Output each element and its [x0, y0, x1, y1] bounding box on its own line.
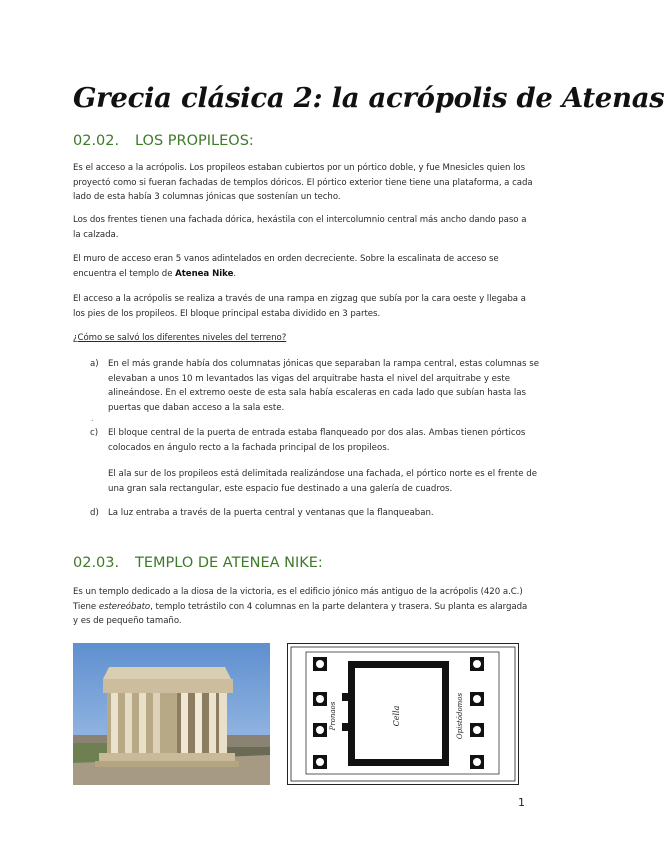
section-number: 02.02.: [73, 133, 120, 149]
stray-dot: .: [91, 414, 94, 423]
paragraph: Es un templo dedicado a la diosa de la victoria, es el edificio jónico más antiguo de la acrópolis (420 a.C.) Tiene estereóbato, templo tetrástilo con 4 columnas en la parte delantera y trasera. Su planta es alargada y es de pequeño tamaño.: [73, 587, 528, 626]
list-text: El ala sur de los propileos está delimitada realizándose una fachada, el pórtico norte es el frente de una gran sala rectangular, este espacio fue destinado a una galería de cuadros.: [108, 469, 538, 494]
temple-floor-plan: [287, 643, 519, 785]
list-text: La luz entraba a través de la puerta central y ventanas que la flanqueaban.: [108, 508, 434, 518]
paragraph: El acceso a la acrópolis se realiza a través de una rampa en zigzag que subía por la cara oeste y llegaba a los pies de los propileos. El bloque principal estaba dividido en 3 partes.: [73, 294, 526, 319]
italic-term: estereóbato: [98, 601, 151, 612]
plan-label-cella: Cella: [392, 705, 401, 727]
list-item: [90, 467, 540, 496]
temple-photo: [73, 643, 270, 785]
list-marker: a): [90, 359, 99, 369]
section-title: LOS PROPILEOS:: [135, 133, 254, 149]
list-marker: d): [90, 508, 99, 518]
list-item: [90, 506, 540, 521]
list-item: [90, 426, 540, 455]
question-heading: ¿Cómo se salvó los diferentes niveles del terreno?: [73, 333, 287, 343]
page-number: 1: [518, 796, 525, 809]
section-number: 02.03.: [73, 555, 120, 571]
paragraph: El muro de acceso eran 5 vanos adintelados en orden decreciente. Sobre la escalinata de acceso se encuentra el templo de Atenea Nike.: [73, 254, 499, 279]
bold-term: Atenea Nike: [175, 268, 234, 279]
list-marker: c): [90, 428, 99, 438]
paragraph: Los dos frentes tienen una fachada dórica, hexástila con el intercolumnio central más ancho dando paso a la calzada.: [73, 215, 527, 240]
list-item: [90, 357, 540, 415]
section-heading-propileos: [73, 133, 254, 149]
paragraph: Es el acceso a la acrópolis. Los propileos estaban cubiertos por un pórtico doble, y fue Mnesicles quien los proyectó como si fueran fachadas de templos dóricos. El pórtico exterior tiene tiene una plataforma, a cada lado de esta había 3 columnas jónicas que sostenían un techo.: [73, 163, 533, 202]
plan-label-pronaos: Pronaos: [329, 701, 337, 731]
page-title: Grecia clásica 2: la acrópolis de Atenas: [73, 82, 664, 114]
section-heading-atenea-nike: [73, 555, 323, 571]
section-title: TEMPLO DE ATENEA NIKE:: [135, 555, 323, 571]
list-text: En el más grande había dos columnatas jónicas que separaban la rampa central, estas columnas se elevaban a unos 10 m levantados las vigas del arquitrabe hasta el nivel del arquitrabe y este alineándose. En el extremo oeste de esta sala había escaleras en cada lado que subían hasta las puertas que daban acceso a la sala este.: [108, 359, 540, 413]
plan-label-opistodomos: Opistódomos: [456, 692, 464, 740]
list-text: El bloque central de la puerta de entrada estaba flanqueado por dos alas. Ambas tienen pórticos colocados en ángulo recto a la fachada principal de los propileos.: [108, 428, 526, 453]
